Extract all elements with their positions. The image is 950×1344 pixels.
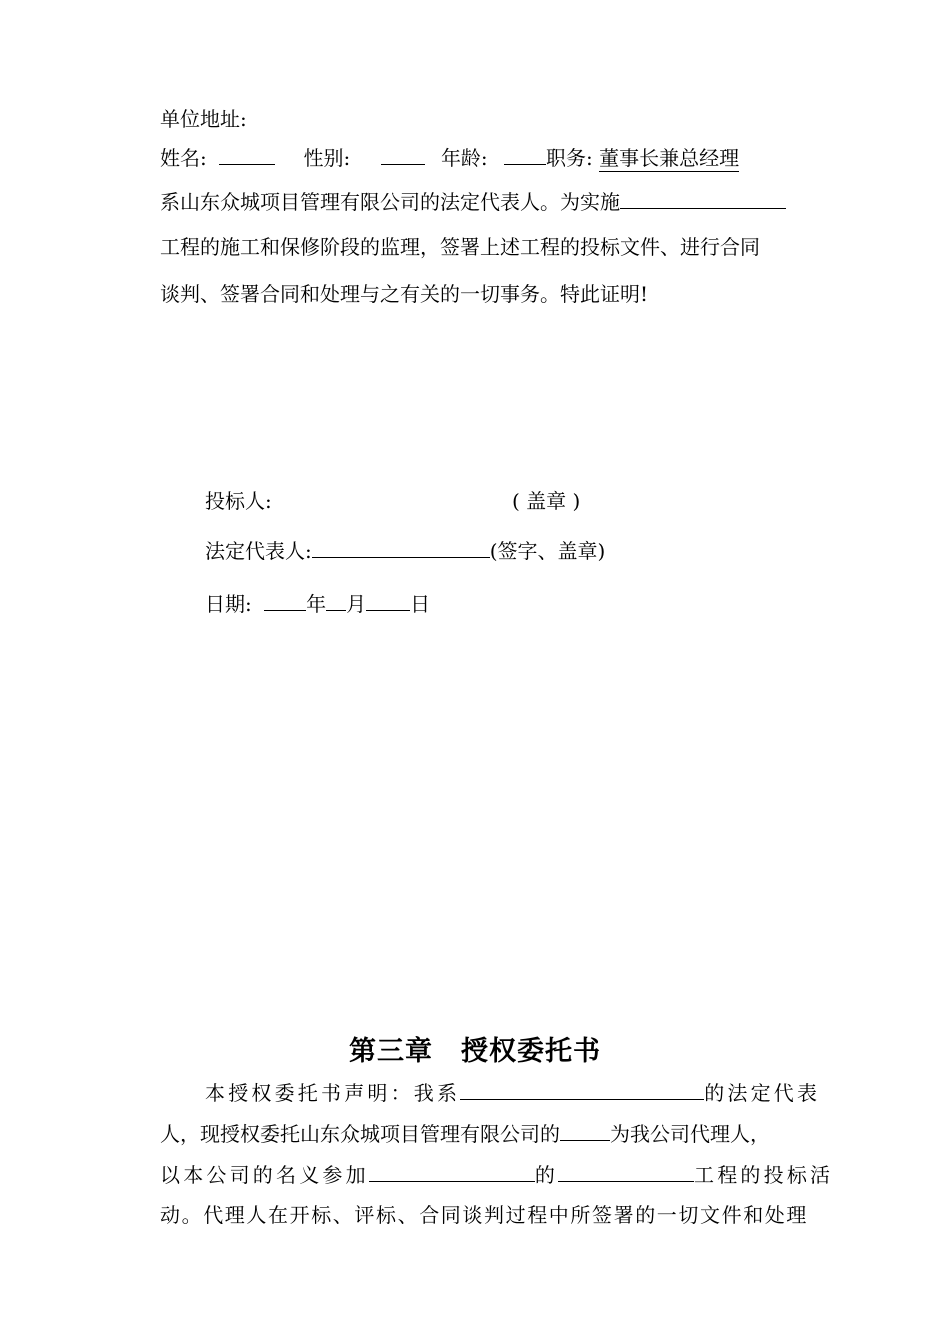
age-label: 年龄:	[440, 146, 488, 170]
address-line	[160, 105, 247, 133]
auth-line-1-b: 的法定代表	[704, 1081, 821, 1105]
cert-line-4-text: 工程的施工和保修阶段的监理，签署上述工程的投标文件、进行合同	[160, 235, 760, 259]
name-label: 姓名:	[160, 146, 207, 170]
position-label: 职务:	[546, 146, 593, 170]
legal-rep-line	[205, 537, 605, 565]
project-name-blank	[620, 188, 786, 209]
year-label: 年	[306, 592, 327, 616]
cert-line-5	[160, 280, 648, 308]
cert-line-5-text: 谈判、签署合同和处理与之有关的一切事务。特此证明!	[160, 282, 649, 306]
bidder-label: 投标人:	[205, 489, 272, 513]
date-line	[205, 590, 430, 618]
year-blank	[264, 590, 306, 611]
sign-seal-note: (签字、盖章)	[489, 539, 606, 563]
auth-line-3-c: 工程的投标活	[694, 1163, 834, 1187]
day-blank	[366, 590, 410, 611]
month-label: 月	[346, 592, 367, 616]
auth-line-4	[160, 1201, 808, 1229]
day-label: 日	[410, 592, 431, 616]
position-value: 董事长兼总经理	[599, 146, 740, 170]
date-label: 日期:	[205, 592, 252, 616]
auth-line-3-b: 的	[534, 1163, 559, 1187]
address-label: 单位地址:	[160, 107, 247, 131]
gender-label: 性别:	[303, 146, 351, 170]
cert-line-3-text: 系山东众城项目管理有限公司的法定代表人。为实施	[160, 190, 620, 214]
seal-note: ( 盖章 )	[512, 489, 581, 513]
cert-line-3	[160, 188, 786, 216]
auth-line-4-text: 动。代理人在开标、评标、合同谈判过程中所签署的一切文件和处理	[160, 1203, 808, 1227]
name-blank	[219, 144, 275, 165]
auth-line-3-a: 以本公司的名义参加	[160, 1163, 369, 1187]
bidder-line	[205, 487, 581, 515]
auth-line-2	[160, 1120, 770, 1148]
auth-line-1	[205, 1079, 820, 1107]
auth-line-1-a: 本授权委托书声明：我系	[205, 1081, 461, 1105]
auth-line-3	[160, 1161, 833, 1189]
legal-rep-blank	[312, 537, 490, 558]
chapter-title: 第三章 授权委托书	[349, 1036, 601, 1067]
age-blank	[504, 144, 546, 165]
auth-line-2-a: 人，现授权委托山东众城项目管理有限公司的	[160, 1122, 560, 1146]
agent-blank	[560, 1120, 610, 1141]
gender-blank	[381, 144, 425, 165]
auth-line-2-b: 为我公司代理人，	[610, 1122, 770, 1146]
project-blank	[558, 1161, 694, 1182]
company-blank	[460, 1079, 704, 1100]
cert-line-4	[160, 233, 760, 261]
personal-info-line	[160, 144, 739, 172]
month-blank	[326, 590, 346, 611]
owner-blank	[369, 1161, 535, 1182]
legal-rep-label: 法定代表人:	[205, 539, 312, 563]
